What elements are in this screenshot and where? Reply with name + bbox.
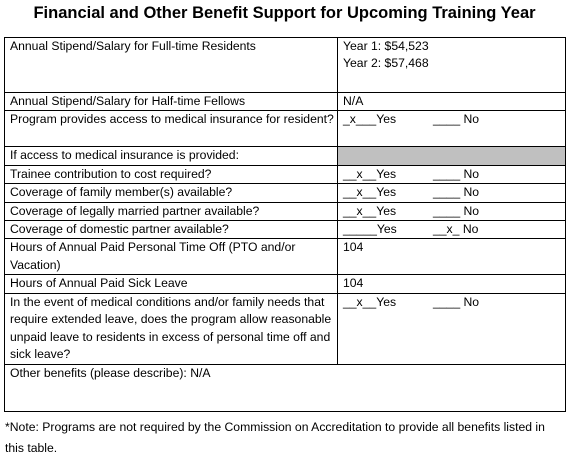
family-coverage-yes: __x__Yes — [343, 185, 397, 200]
extended-leave-label: In the event of medical conditions and/or family needs that require extended leave, does the program allow reasonable unpaid leave to residents in excess of personal time off and sick leave? — [5, 293, 338, 364]
table-row-trainee-contribution — [5, 165, 566, 183]
table-row-stipend-half — [5, 93, 566, 111]
medical-access-yes: _x___Yes — [343, 112, 397, 127]
table-row-other-benefits — [5, 364, 566, 411]
stipend-full-label: Annual Stipend/Salary for Full-time Residents — [5, 38, 338, 93]
trainee-contribution-answer — [338, 165, 566, 183]
sick-hours-label: Hours of Annual Paid Sick Leave — [5, 275, 338, 293]
family-coverage-answer — [338, 184, 566, 202]
medical-access-answer — [338, 111, 566, 147]
pto-hours-label: Hours of Annual Paid Personal Time Off (PTO and/or Vacation) — [5, 239, 338, 275]
stipend-half-value: N/A — [338, 93, 566, 111]
table-row-pto-hours — [5, 239, 566, 275]
table-row-sick-hours — [5, 275, 566, 293]
benefits-table — [4, 37, 566, 412]
trainee-contribution-yes: __x__Yes — [343, 166, 397, 181]
partner-coverage-yes: __x__Yes — [343, 203, 397, 218]
table-row-domestic-coverage — [5, 221, 566, 239]
domestic-coverage-yes: _____Yes — [343, 222, 397, 237]
domestic-coverage-label: Coverage of domestic partner available? — [5, 221, 338, 239]
if-access-label: If access to medical insurance is provided: — [5, 147, 338, 165]
partner-coverage-no: ____ No — [433, 203, 480, 218]
domestic-coverage-no: __x_ No — [433, 222, 479, 237]
page-title: Financial and Other Benefit Support for Upcoming Training Year — [33, 4, 536, 22]
table-row-extended-leave — [5, 293, 566, 364]
family-coverage-no: ____ No — [433, 185, 480, 200]
sick-hours-value: 104 — [338, 275, 566, 293]
other-benefits-label: Other benefits (please describe): N/A — [5, 364, 566, 411]
domestic-coverage-answer — [338, 221, 566, 239]
extended-leave-answer — [338, 293, 566, 364]
table-row-medical-access — [5, 111, 566, 147]
partner-coverage-label: Coverage of legally married partner available? — [5, 202, 338, 220]
family-coverage-label: Coverage of family member(s) available? — [5, 184, 338, 202]
partner-coverage-answer — [338, 202, 566, 220]
stipend-half-label: Annual Stipend/Salary for Half-time Fellows — [5, 93, 338, 111]
extended-leave-yes: __x__Yes — [343, 294, 397, 309]
medical-access-label: Program provides access to medical insurance for resident? — [5, 111, 338, 147]
if-access-shaded-cell — [338, 147, 566, 165]
stipend-year1: Year 1: $54,523 — [343, 39, 429, 53]
medical-access-no: ____ No — [433, 112, 480, 127]
table-row-if-access — [5, 147, 566, 165]
pto-hours-value: 104 — [338, 239, 566, 275]
table-row-stipend-full — [5, 38, 566, 93]
trainee-contribution-label: Trainee contribution to cost required? — [5, 165, 338, 183]
footnote: *Note: Programs are not required by the Commission on Accreditation to provide all benefits listed in this table. — [5, 420, 545, 455]
table-row-family-coverage — [5, 184, 566, 202]
stipend-full-value — [338, 38, 566, 93]
trainee-contribution-no: ____ No — [433, 166, 480, 181]
extended-leave-no: ____ No — [433, 294, 480, 309]
stipend-year2: Year 2: $57,468 — [343, 56, 429, 71]
table-row-partner-coverage — [5, 202, 566, 220]
